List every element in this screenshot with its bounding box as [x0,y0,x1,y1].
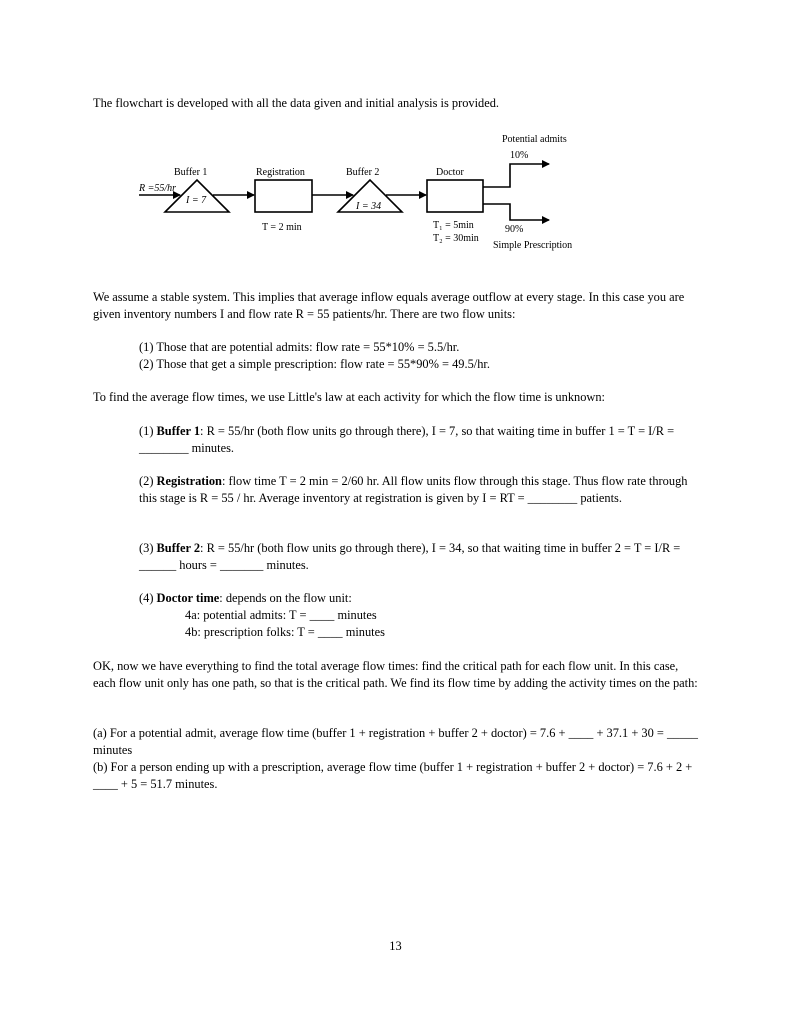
answer-b: (b) For a person ending up with a prescription, average flow time (buffer 1 + registration + buffer 2 + doctor) = 7.6 + 2 + ____ + 5 = 51.7 minutes. [93,760,693,791]
flowchart-diagram [0,0,791,270]
doctor-item-4a: 4a: potential admits: T = ____ minutes [185,608,377,622]
arrow-to-simple-prescription [483,204,549,220]
registration-item [139,473,704,507]
doctor-time-t2: T₂ = 30min [433,233,479,244]
doctor-label: Doctor [436,167,464,178]
buffer2-item-number: (3) [139,541,157,555]
doctor-item [139,590,704,607]
buffer2-item-text: : R = 55/hr (both flow units go through there), I = 34, so that waiting time in buffer 2 = T = I/R = ______ hours = _______ minutes. [139,541,681,572]
page-number: 13 [389,939,402,953]
critical-path-paragraph: OK, now we have everything to find the total average flow times: find the critical path for each flow unit. In this case, each flow unit only has one path, so that is the critical path. We find its flow time by adding the activity times on the path: [93,659,698,690]
intro-paragraph: The flowchart is developed with all the data given and initial analysis is provided. [93,96,500,110]
inflow-rate-label: R =55/hr [139,183,177,194]
arrow-to-potential-admits [483,164,549,187]
buffer1-label: Buffer 1 [174,167,208,178]
buffer2-label: Buffer 2 [346,167,380,178]
potential-admits-label: Potential admits [502,134,567,145]
registration-time: T = 2 min [262,222,302,233]
registration-box [255,180,312,212]
pct-prescription-label: 90% [505,224,524,235]
registration-item-text: : flow time T = 2 min = 2/60 hr. All flow units flow through this stage. Thus flow rate through this stage is R = 55 / hr. Average inventory at registration is given by I = RT = ________ patients. [139,474,688,505]
buffer1-item [139,423,704,457]
doctor-box [427,180,483,212]
registration-item-heading: Registration [156,474,222,488]
assumption-paragraph: We assume a stable system. This implies that average inflow equals average outflow at every stage. In this case you are given inventory numbers I and flow rate R = 55 patients/hr. There are two flow units: [93,290,685,321]
flow-unit-1: (1) Those that are potential admits: flow rate = 55*10% = 5.5/hr. [139,340,460,354]
buffer1-item-heading: Buffer 1 [156,424,201,438]
doctor-item-heading: Doctor time [156,591,220,605]
answer-a: (a) For a potential admit, average flow time (buffer 1 + registration + buffer 2 + doctor) = 7.6 + ____ + 37.1 + 30 = _____ minutes [93,726,698,757]
buffer1-inventory: I = 7 [186,195,207,206]
buffer1-item-text: : R = 55/hr (both flow units go through there), I = 7, so that waiting time in buffer 1 = T = I/R = ________ minutes. [139,424,675,455]
doctor-time-t1: T₁ = 5min [433,220,474,231]
doctor-item-number: (4) [139,591,157,605]
pct-admit-label: 10% [510,150,529,161]
buffer2-item-heading: Buffer 2 [156,541,201,555]
doctor-item-4b: 4b: prescription folks: T = ____ minutes [185,625,385,639]
flow-unit-2: (2) Those that get a simple prescription: flow rate = 55*90% = 49.5/hr. [139,357,490,371]
buffer2-inventory: I = 34 [356,201,382,212]
buffer2-item [139,540,704,574]
doctor-item-text: : depends on the flow unit: [219,591,352,605]
registration-label: Registration [256,167,305,178]
simple-prescription-label: Simple Prescription [493,240,573,251]
buffer1-item-number: (1) [139,424,157,438]
littles-law-paragraph: To find the average flow times, we use Little's law at each activity for which the flow time is unknown: [93,390,605,404]
registration-item-number: (2) [139,474,157,488]
